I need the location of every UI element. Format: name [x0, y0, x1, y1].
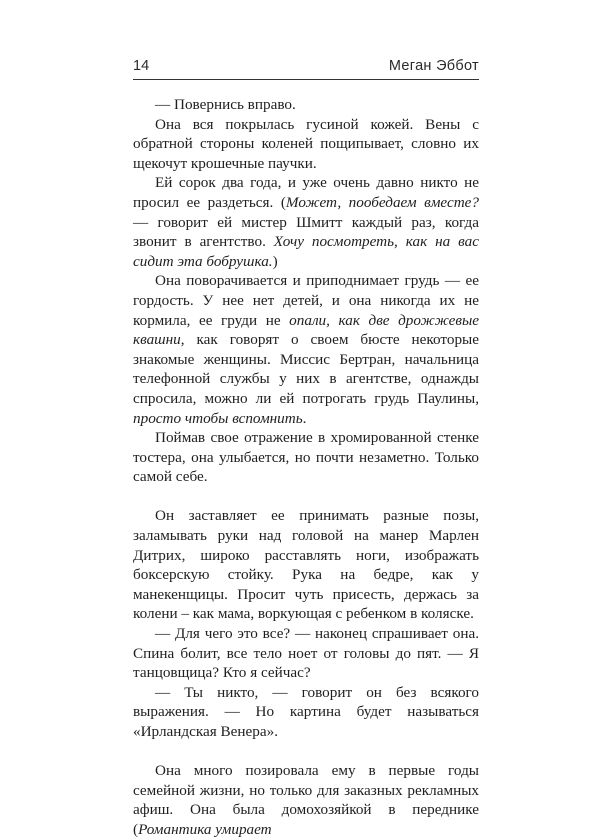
- italic-text: опали, как две дрожжевые квашни: [133, 311, 479, 349]
- paragraph: [133, 761, 479, 839]
- header-rule: [133, 79, 479, 80]
- text-run: — Ты никто, — говорит он без всякого выражения. — Но картина будет называться «Ирландская Венера».: [133, 683, 479, 740]
- text-run: — Для чего это все? — наконец спрашивает она. Спина болит, все тело ноет от головы до пят. — Я танцовщица? Кто я сейчас?: [133, 625, 479, 682]
- italic-text: просто чтобы вспомнить: [133, 409, 303, 427]
- italic-text: Романтика умирает: [138, 820, 272, 838]
- body-text: [133, 95, 479, 840]
- text-run: ): [272, 252, 278, 270]
- text-run: Ей сорок два года, и уже очень давно никто не просил ее раздеться. (: [133, 174, 479, 211]
- paragraph: [133, 271, 479, 428]
- text-run: Она поворачивается и приподнимает грудь — ее гордость. У нее нет детей, и она никогда их не кормила, ее груди не: [133, 272, 479, 329]
- text-run: Он заставляет ее принимать разные позы, заламывать руки над головой на манер Марлен Дитрих, широко расставлять ноги, изображать боксерскую стойку. Рука на бедре, как у манекенщицы. Просит чуть присесть, держась за колени – как мама, воркующая с ребенком в коляске.: [133, 507, 479, 623]
- author-name: Меган Эббот: [388, 58, 479, 74]
- paragraph: [133, 506, 479, 624]
- page-number: 14: [133, 58, 150, 74]
- text-run: Она вся покрылась гусиной кожей. Вены с обратной стороны коленей пощипывает, словно их щекочут крошечные паучки.: [133, 115, 479, 172]
- text-run: .: [302, 409, 307, 427]
- paragraph: [133, 683, 479, 742]
- text-run: Поймав свое отражение в хромированной стенке тостера, она улыбается, но почти незаметно. Только самой себе.: [133, 429, 479, 486]
- text-run: — Повернись вправо.: [155, 96, 296, 113]
- italic-text: Может, пообедаем вместе?: [285, 193, 479, 211]
- paragraph: [133, 624, 479, 683]
- paragraph: [133, 95, 479, 115]
- italic-text: Хочу посмотреть, как на вас сидит эта бобрушка.: [133, 233, 479, 270]
- text-run: Она много позировала ему в первые годы семейной жизни, но только для заказных рекламных афиш. Она была домохозяйкой в переднике (: [133, 762, 479, 838]
- text-run: , как говорят о своем бюсте некоторые знакомые женщины. Миссис Бертран, начальница телефонной службы у них в агентстве, однажды спросила, можно ли ей потрогать грудь Паулины,: [133, 331, 479, 407]
- paragraph: [133, 428, 479, 487]
- text-run: — говорит ей мистер Шмитт каждый раз, когда звонит в агентство.: [133, 213, 479, 251]
- paragraph: [133, 115, 479, 174]
- paragraph: [133, 173, 479, 271]
